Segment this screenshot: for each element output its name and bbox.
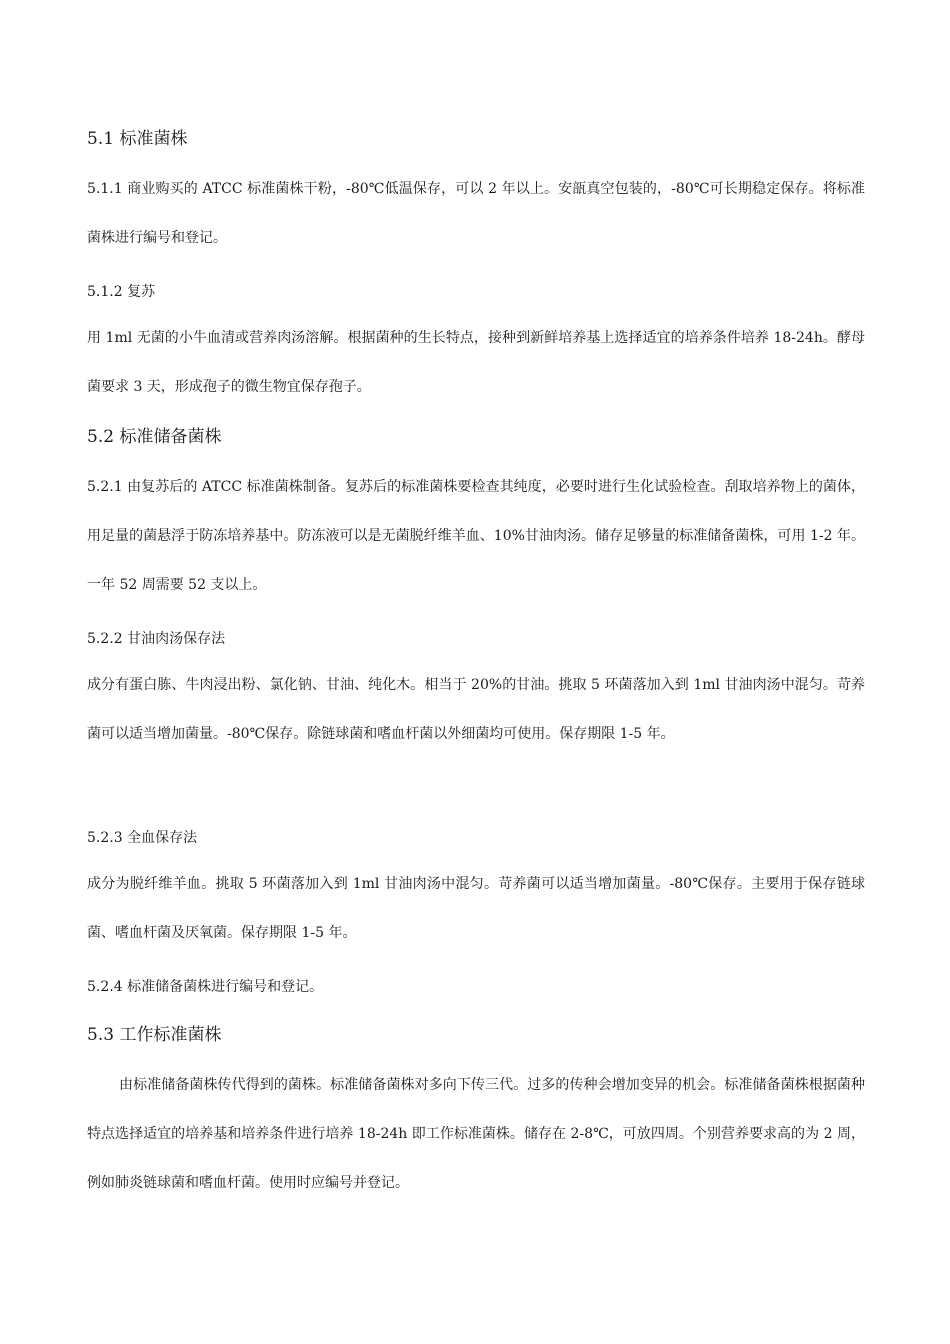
paragraph-5-2-4: 5.2.4 标准储备菌株进行编号和登记。 (87, 979, 324, 995)
section-heading-5-2: 5.2 标准储备菌株 (87, 427, 222, 447)
paragraph-5-2-3: 成分为脱纤维羊血。挑取 5 环菌落加入到 1ml 甘油肉汤中混匀。苛养菌可以适当增加菌量。-80℃保存。主要用于保存链球菌、嗜血杆菌及厌氧菌。保存期限 1-5 年。 (87, 876, 865, 941)
paragraph-5-2-1: 5.2.1 由复苏后的 ATCC 标准菌株制备。复苏后的标准菌株要检查其纯度，必要时进行生化试验检查。刮取培养物上的菌体，用足量的菌悬浮于防冻培养基中。防冻液可以是无菌脱纤维羊血、10%甘油肉汤。储存足够量的标准储备菌株，可用 1-2 年。一年 52 周需要 52 支以上。 (87, 479, 865, 593)
paragraph-5-1-1: 5.1.1 商业购买的 ATCC 标准菌株干粉，-80℃低温保存，可以 2 年以上。安瓿真空包装的，-80℃可长期稳定保存。将标准菌株进行编号和登记。 (87, 181, 865, 246)
subsection-heading-5-1-2: 5.1.2 复苏 (87, 284, 156, 300)
paragraph-5-3: 由标准储备菌株传代得到的菌株。标准储备菌株对多向下传三代。过多的传种会增加变异的机会。标准储备菌株根据菌种特点选择适宜的培养基和培养条件进行培养 18-24h 即工作标准菌株。储存在 2-8℃，可放四周。个别营养要求高的为 2 周，例如肺炎链球菌和嗜血杆菌。使用时应编号并登记。 (87, 1077, 865, 1191)
section-heading-5-3: 5.3 工作标准菌株 (87, 1025, 222, 1045)
subsection-heading-5-2-2: 5.2.2 甘油肉汤保存法 (87, 631, 226, 647)
section-heading-5-1: 5.1 标准菌株 (87, 129, 188, 149)
paragraph-5-2-2: 成分有蛋白胨、牛肉浸出粉、氯化钠、甘油、纯化木。相当于 20%的甘油。挑取 5 环菌落加入到 1ml 甘油肉汤中混匀。苛养菌可以适当增加菌量。-80℃保存。除链球菌和嗜血杆菌以外细菌均可使用。保存期限 1-5 年。 (87, 677, 865, 742)
subsection-heading-5-2-3: 5.2.3 全血保存法 (87, 830, 198, 846)
paragraph-5-1-2: 用 1ml 无菌的小牛血清或营养肉汤溶解。根据菌种的生长特点，接种到新鲜培养基上选择适宜的培养条件培养 18-24h。酵母菌要求 3 天，形成孢子的微生物宜保存孢子。 (87, 330, 865, 395)
